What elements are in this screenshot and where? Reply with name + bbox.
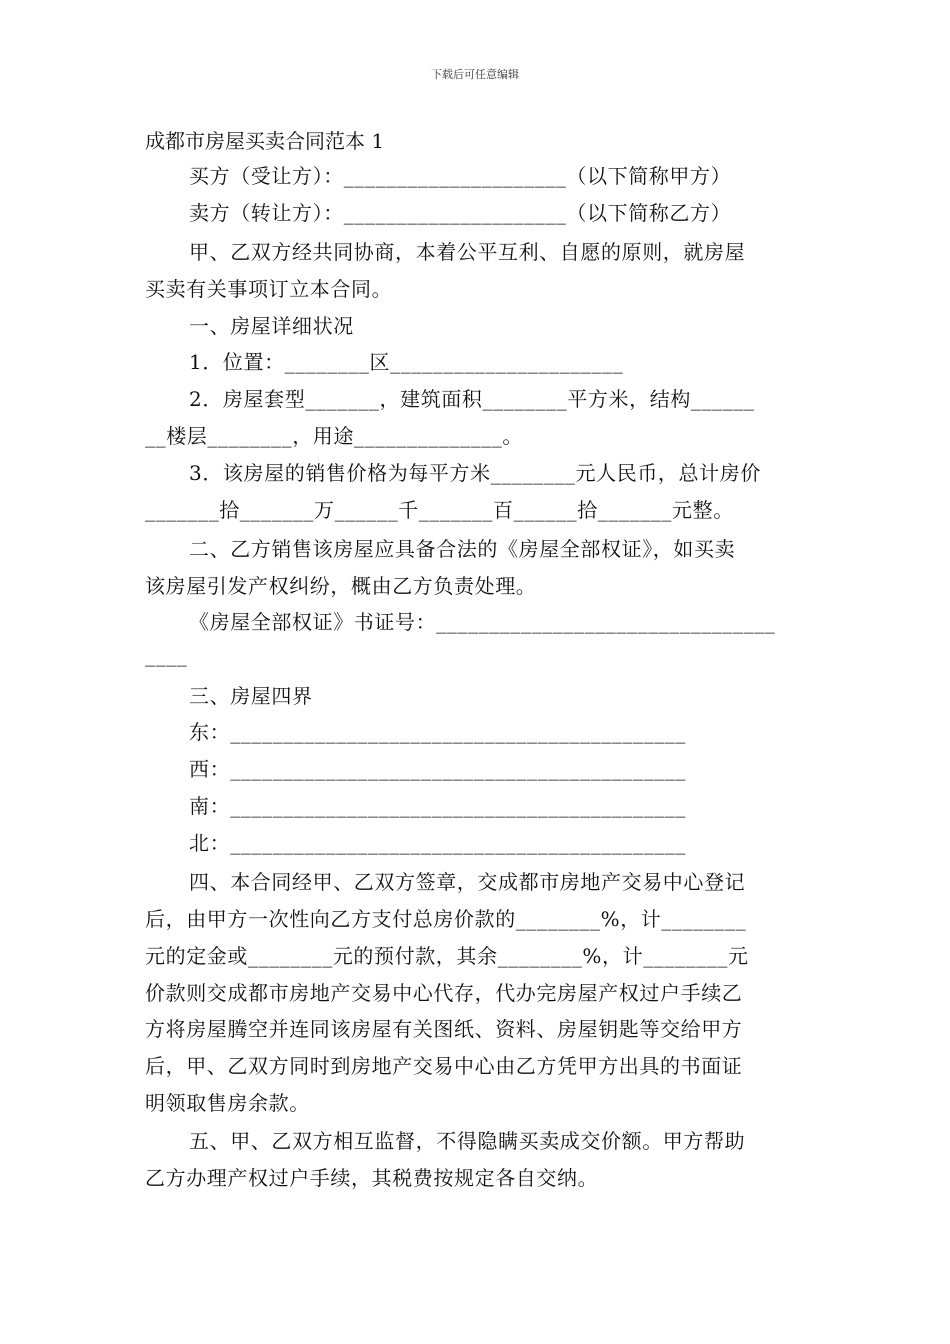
section-5-line-2: 乙方办理产权过户手续，其税费按规定各自交纳。 <box>145 1166 599 1190</box>
section-1-heading: 一、房屋详细状况 <box>189 314 354 338</box>
certificate-number-continuation: ____ <box>145 643 188 667</box>
section-4-line-7: 明领取售房余款。 <box>145 1091 310 1115</box>
clause-1-2-line-2: __楼层________，用途______________。 <box>145 424 523 448</box>
page-header: 下载后可任意编辑 <box>431 68 519 81</box>
boundary-east: 东：___________________________________________ <box>189 720 686 744</box>
boundary-south: 南：___________________________________________ <box>189 794 686 818</box>
seller-line: 卖方（转让方）：_____________________（以下简称乙方） <box>189 201 732 225</box>
section-4-line-5: 方将房屋腾空并连同该房屋有关图纸、资料、房屋钥匙等交给甲方 <box>145 1017 743 1041</box>
section-3-heading: 三、房屋四界 <box>189 684 313 708</box>
buyer-line: 买方（受让方）：_____________________（以下简称甲方） <box>189 164 732 188</box>
clause-1-1: 1．位置：________区______________________ <box>189 350 624 374</box>
preamble-line-1: 甲、乙双方经共同协商，本着公平互利、自愿的原则，就房屋 <box>189 240 746 264</box>
section-4-line-3: 元的定金或________元的预付款，其余________%，计________元 <box>145 944 749 968</box>
section-2-line-1: 二、乙方销售该房屋应具备合法的《房屋全部权证》，如买卖 <box>189 537 736 561</box>
section-4-line-2: 后，由甲方一次性向乙方支付总房价款的________%，计________ <box>145 907 747 931</box>
section-4-line-6: 后，甲、乙双方同时到房地产交易中心由乙方凭甲方出具的书面证 <box>145 1054 743 1078</box>
section-4-line-1: 四、本合同经甲、乙双方签章，交成都市房地产交易中心登记 <box>189 870 746 894</box>
boundary-north: 北：___________________________________________ <box>189 831 686 855</box>
boundary-west: 西：___________________________________________ <box>189 757 686 781</box>
certificate-number-line: 《房屋全部权证》书证号：________________________________ <box>189 610 776 634</box>
section-5-line-1: 五、甲、乙双方相互监督，不得隐瞒买卖成交价额。甲方帮助 <box>189 1129 746 1153</box>
clause-1-3-line-2: _______拾_______万______千_______百______拾_______元整。 <box>145 498 734 522</box>
section-2-line-2: 该房屋引发产权纠纷，概由乙方负责处理。 <box>145 574 537 598</box>
section-4-line-4: 价款则交成都市房地产交易中心代存，代办完房屋产权过户手续乙 <box>145 981 743 1005</box>
document-title: 成都市房屋买卖合同范本 1 <box>145 129 385 153</box>
preamble-line-2: 买卖有关事项订立本合同。 <box>145 277 393 301</box>
clause-1-3-line-1: 3．该房屋的销售价格为每平方米________元人民币，总计房价 <box>189 461 761 485</box>
clause-1-2-line-1: 2．房屋套型_______，建筑面积________平方米，结构______ <box>189 387 755 411</box>
